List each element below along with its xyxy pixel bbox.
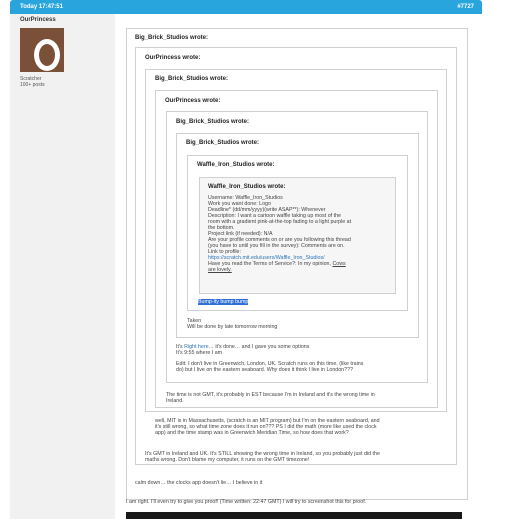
quote-line: maths wrong. Don't blame my computer, it runs on the GMT timezone!	[145, 457, 310, 463]
quote-line: Ireland.	[166, 398, 184, 404]
quote-line: do) but I live on the eastern seaboard. Why does it think I live in London???	[176, 367, 353, 373]
quote-line: Edit: I don't live in Greenwich, London, UK. Scratch runs on this time, (like trains	[176, 361, 364, 367]
bump-text-selected: Bump-ity bump bump	[198, 299, 249, 305]
tos-underlined-word: Cows	[332, 261, 346, 267]
quote-level-2-author: OurPrincess wrote:	[145, 55, 201, 61]
quote-level-5-author: Big_Brick_Studios wrote:	[176, 119, 250, 125]
quote-level-3-body	[155, 418, 447, 436]
tos-line-end: are lovely.	[208, 267, 232, 273]
tos-prefix: Have you read the Terms of Service?: In my opinion,	[208, 261, 331, 267]
author-post-count: 100+ posts	[20, 82, 45, 88]
survey-line: Are your profile comments on or are you following this thread	[208, 237, 351, 243]
quote-level-7-body	[198, 299, 248, 305]
quote-level-1-author: Big_Brick_Studios wrote:	[135, 35, 209, 41]
post-number-link[interactable]: #7727	[457, 4, 474, 10]
author-avatar[interactable]	[20, 28, 64, 72]
survey-line: Project link (if needed): N/A	[208, 231, 273, 237]
author-username[interactable]: OurPrincess	[20, 17, 56, 23]
quote-line: app) and the time stamp was in Greenwich Meridian Time, so how does that work?	[155, 430, 349, 436]
quote-level-4-body	[166, 392, 438, 404]
quote-level-7-author: Waffle_Iron_Studios wrote:	[197, 162, 275, 168]
profile-link[interactable]: https://scratch.mit.edu/users/Waffle_Iron_Studios/	[208, 255, 325, 261]
quote-level-6-author: Big_Brick_Studios wrote:	[186, 140, 260, 146]
quote-level-3-author: Big_Brick_Studios wrote:	[155, 76, 229, 82]
quote-level-6-body	[187, 318, 412, 330]
quote-level-5-body	[176, 344, 426, 373]
post-date: Today 17:47:51	[20, 4, 63, 10]
quote-line: Will be done by late tomorrow morning	[187, 324, 278, 330]
quote-line: The time is not GMT, it's probably in EST because I'm in Ireland and it's the wrong time in	[166, 392, 375, 398]
quote-level-2-body	[145, 451, 457, 463]
quote-line: Taken	[187, 318, 202, 324]
author-rank: Scratcher	[20, 76, 42, 82]
quote-level-8-author: Waffle_Iron_Studios wrote:	[208, 184, 286, 190]
survey-line: Link to profile:	[208, 249, 241, 255]
avatar-o-icon	[34, 39, 60, 71]
post-header	[10, 0, 482, 14]
quote-level-4-author: OurPrincess wrote:	[165, 98, 221, 104]
survey-line: (you have to until you fill in the survey): Comments are on.	[208, 243, 345, 249]
quote-line: It's GMT in Ireland and UK. It's STILL showing the wrong time in Ireland, so you probably just did the	[145, 451, 380, 457]
survey-line: Description: I want a cartoon waffle taking up most of the	[208, 213, 341, 219]
author-sidebar	[10, 14, 115, 519]
quote-line-prefix: It's	[176, 344, 183, 350]
survey-line: Username: Waffle_Iron_Studios	[208, 195, 283, 201]
quote-line: it's still wrong, so what time zone does it run on??? PS I did the math (more like used the clock	[155, 424, 377, 430]
survey-line: room with a gradient pink-at-the-top fading to a light purple at	[208, 219, 352, 225]
survey-line: the bottom.	[208, 225, 235, 231]
quote-line-rest: … it's done… and I gave you some options	[208, 344, 310, 350]
right-here-link[interactable]: Right here	[184, 344, 209, 350]
quote-level-1-body	[135, 480, 465, 486]
quote-level-8-body	[208, 195, 393, 273]
survey-line: Deadline* (dd/mm/yyyy)(write ASAP**): Whenever	[208, 207, 326, 213]
survey-line: Work you want done: Logo	[208, 201, 271, 207]
quote-line: calm down… the clocks app doesn't lie… I believe in it	[135, 480, 263, 486]
screenshot-image	[126, 512, 462, 519]
quote-line: It's 9:55 where I am	[176, 350, 223, 356]
post-reply-text: I am right. I'll even try to give you proof! (Time written: 22:47 GMT) I will try to screenshot this for proof.	[126, 499, 367, 505]
quote-line: well, MIT is in Massachusetts, (scratch is an MIT program) but I'm on the eastern seaboard, and	[155, 418, 380, 424]
